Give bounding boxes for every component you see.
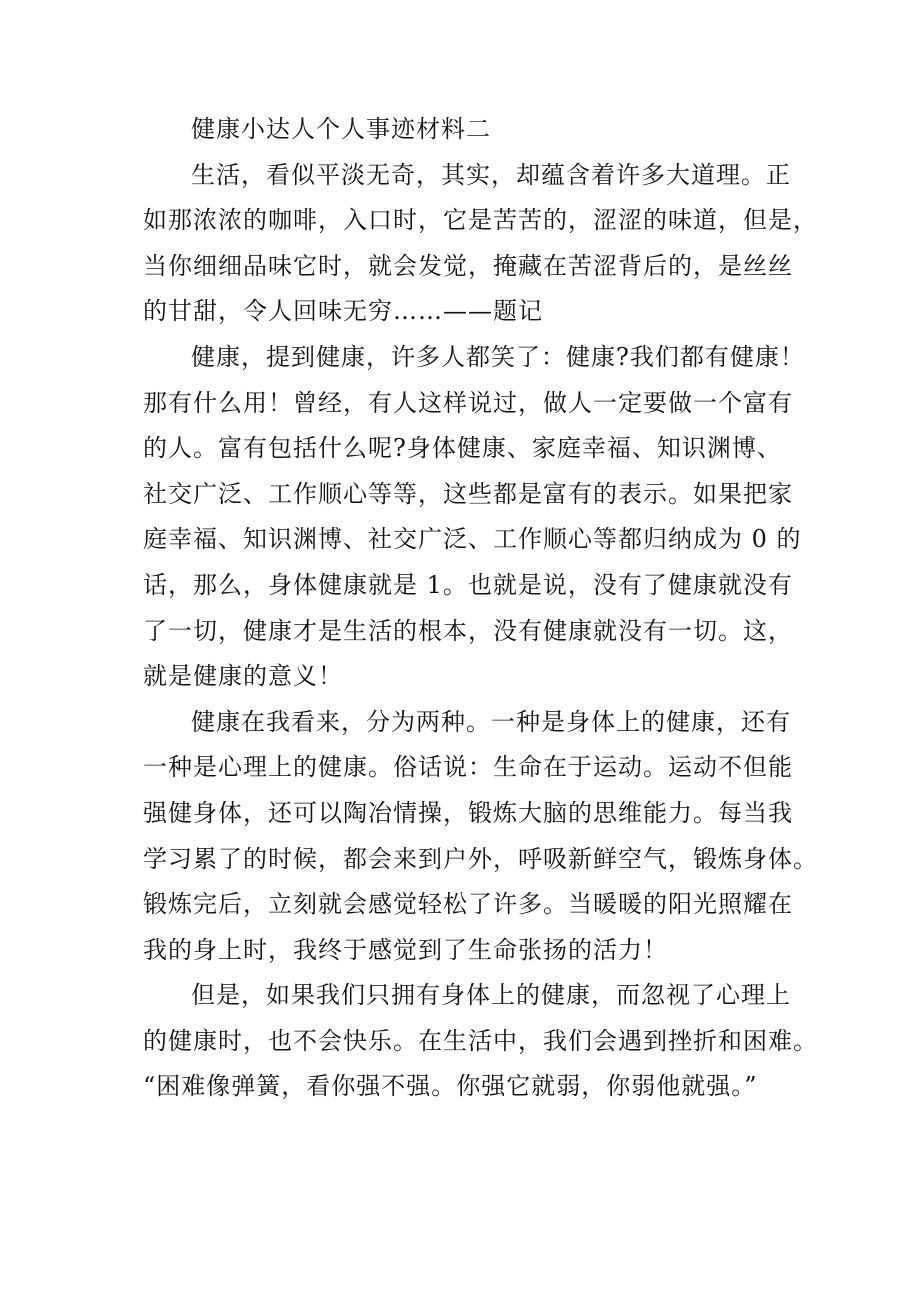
paragraph-line: 就是健康的意义！ [143,662,343,691]
paragraph-line: 那有什么用！曾经，有人这样说过，做人一定要做一个富有 [143,388,793,417]
paragraph-1 [143,153,818,335]
paragraph-line: 生活，看似平淡无奇，其实，却蕴含着许多大道理。正 [191,160,791,189]
paragraph-line: 的甘甜，令人回味无穷……——题记 [143,297,543,326]
document-title: 健康小达人个人事迹材料二 [191,115,491,143]
paragraph-line: 话，那么，身体健康就是 1。也就是说，没有了健康就没有 [143,570,793,599]
paragraph-line: 但是，如果我们只拥有身体上的健康，而忽视了心理上 [191,981,791,1010]
paragraph-line: 强健身体，还可以陶冶情操，锻炼大脑的思维能力。每当我 [143,798,793,827]
paragraph-3 [143,700,818,974]
paragraph-line: 当你细细品味它时，就会发觉，掩藏在苦涩背后的，是丝丝 [143,251,793,280]
paragraph-line: 的人。富有包括什么呢?身体健康、家庭幸福、知识渊博、 [143,434,782,463]
paragraph-4 [143,973,818,1110]
paragraph-line: 锻炼完后，立刻就会感觉轻松了许多。当暖暖的阳光照耀在 [143,890,793,919]
paragraph-line: “困难像弹簧，看你强不强。你强它就弱，你弱他就强。” [143,1072,758,1101]
paragraph-line: 一种是心理上的健康。俗话说：生命在于运动。运动不但能 [143,753,793,782]
paragraph-line: 健康，提到健康，许多人都笑了：健康?我们都有健康！ [191,342,805,371]
paragraph-line: 了一切，健康才是生活的根本，没有健康就没有一切。这， [143,616,793,645]
paragraph-line: 庭幸福、知识渊博、社交广泛、工作顺心等都归纳成为 0 的 [143,525,802,554]
paragraph-line: 学习累了的时候，都会来到户外，呼吸新鲜空气，锻炼身体。 [143,844,818,873]
paragraph-line: 社交广泛、工作顺心等等，这些都是富有的表示。如果把家 [143,479,793,508]
paragraph-line: 我的身上时，我终于感觉到了生命张扬的活力！ [143,935,668,964]
paragraph-line: 健康在我看来，分为两种。一种是身体上的健康，还有 [191,707,791,736]
document-body [143,107,818,1110]
paragraph-line: 如那浓浓的咖啡，入口时，它是苦苦的，涩涩的味道，但是， [143,206,818,235]
paragraph-line: 的健康时，也不会快乐。在生活中，我们会遇到挫折和困难。 [143,1026,818,1055]
paragraph-2 [143,335,805,700]
